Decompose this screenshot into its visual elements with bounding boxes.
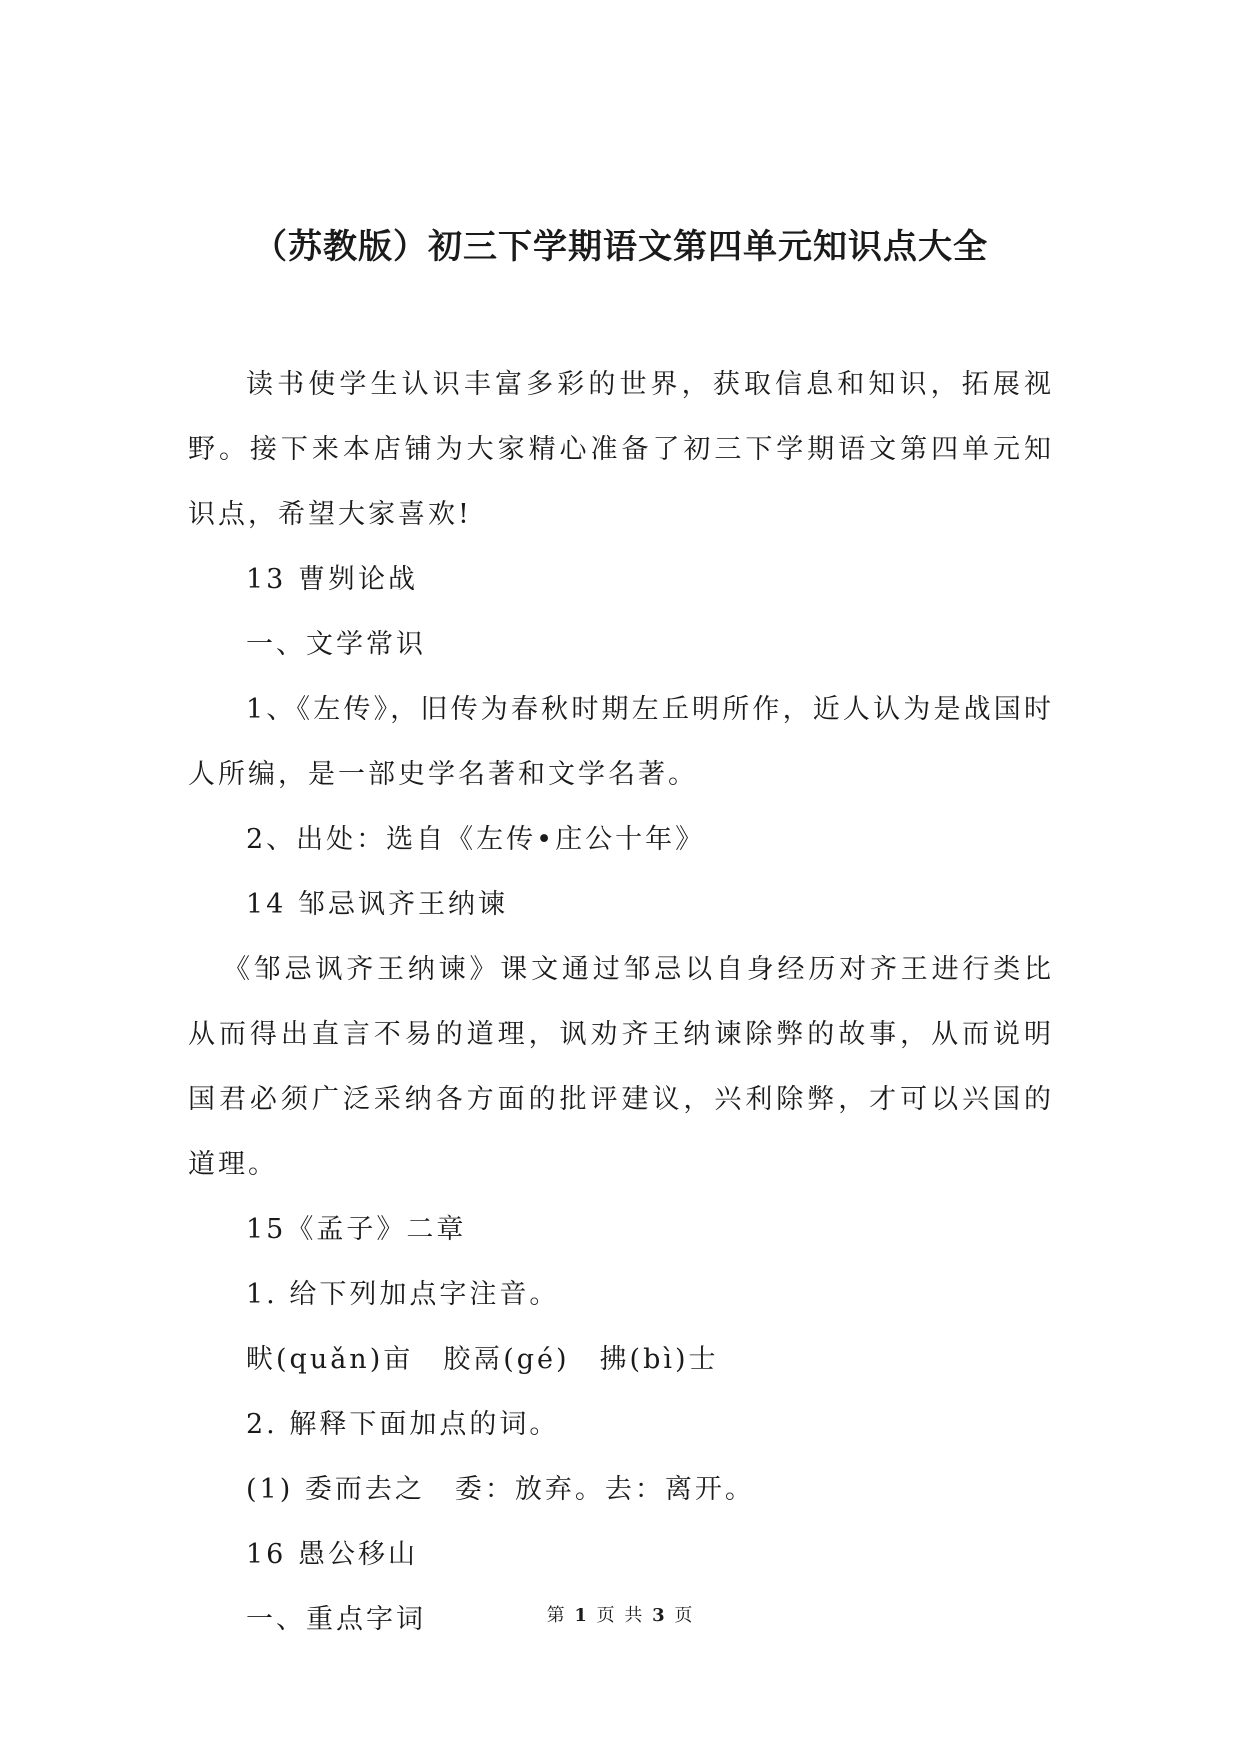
page-title: （苏教版）初三下学期语文第四单元知识点大全	[253, 227, 988, 267]
lesson-13-heading: 13 曹刿论战	[246, 564, 418, 595]
lesson-15-question-2: 2. 解释下面加点的词。	[246, 1409, 560, 1440]
footer-total-pages: 3	[652, 1605, 667, 1626]
lesson-16-subheading: 一、重点字词	[246, 1604, 426, 1635]
intro-paragraph: 读书使学生认识丰富多彩的世界，获取信息和知识，拓展视野。接下来本店铺为大家精心准备了初三下学期语文第四单元知识点，希望大家喜欢!	[188, 369, 1054, 530]
lesson-14-heading: 14 邹忌讽齐王纳谏	[246, 889, 508, 920]
footer-suffix: 页	[674, 1605, 695, 1626]
lesson-16-heading: 16 愚公移山	[246, 1539, 418, 1570]
footer-prefix: 第	[546, 1605, 567, 1626]
document-body	[188, 352, 1054, 1652]
lesson-15-question-1: 1. 给下列加点字注音。	[246, 1279, 560, 1310]
lesson-15-answer-2: (1) 委而去之 委：放弃。去：离开。	[246, 1474, 755, 1505]
footer-current-page: 1	[574, 1605, 589, 1626]
page-footer	[0, 1604, 1241, 1628]
lesson-14-summary: 《邹忌讽齐王纳谏》课文通过邹忌以自身经历对齐王进行类比从而得出直言不易的道理，讽劝齐王纳谏除弊的故事，从而说明国君必须广泛采纳各方面的批评建议，兴利除弊，才可以兴国的道理。	[188, 954, 1054, 1180]
lesson-13-item-2: 2、出处：选自《左传•庄公十年》	[246, 824, 706, 855]
footer-middle: 页 共	[596, 1605, 645, 1626]
lesson-15-heading: 15《孟子》二章	[246, 1214, 467, 1245]
lesson-15-answer-1: 畎(quǎn)亩 胶鬲(gé) 拂(bì)士	[246, 1344, 719, 1375]
lesson-13-item-1: 1、《左传》，旧传为春秋时期左丘明所作，近人认为是战国时人所编，是一部史学名著和文学名著。	[188, 694, 1054, 790]
lesson-13-subheading: 一、文学常识	[246, 629, 426, 660]
